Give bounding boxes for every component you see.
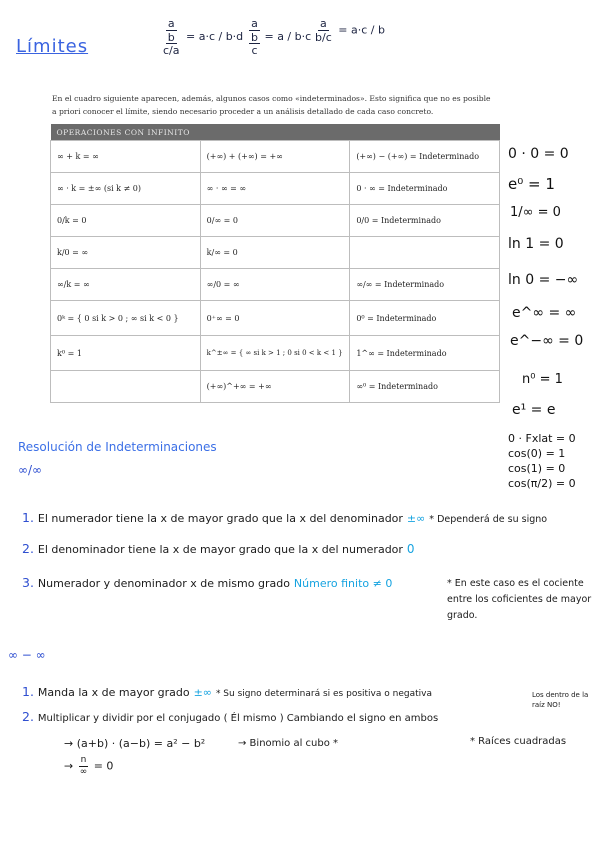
table-cell — [51, 371, 201, 403]
rule-text: El numerador tiene la x de mayor grado que la x del denominador — [37, 512, 403, 525]
f1-rhs: = a·c / b·d — [186, 30, 244, 43]
table-cell: ∞/0 = ∞ — [200, 269, 350, 301]
conjugate-identity: → (a+b) · (a−b) = a² − b² — [64, 737, 206, 750]
side-note: 1/∞ = 0 — [510, 205, 561, 220]
rule-note: * Dependerá de su signo — [429, 514, 548, 525]
side-note: e¹ = e — [512, 402, 556, 418]
table-cell: ∞ · k = ±∞ (si k ≠ 0) — [51, 173, 201, 205]
rule-number: 1. — [22, 510, 34, 525]
infinity-over-infinity-symbol: ∞/∞ — [18, 463, 43, 477]
table-cell: 0⁺∞ = 0 — [200, 301, 350, 336]
page-title: Límites — [16, 36, 89, 57]
table-cell: (+∞) + (+∞) = +∞ — [200, 141, 350, 173]
table-cell: ∞/∞ = Indeterminado — [350, 269, 500, 301]
side-note: n⁰ = 1 — [522, 372, 563, 387]
table-cell: 0/k = 0 — [51, 205, 201, 237]
f2-mid: b — [251, 31, 258, 44]
table-row — [51, 141, 500, 173]
rule-number: 2. — [22, 709, 34, 724]
side-note: ln 1 = 0 — [508, 236, 564, 252]
rule-item — [22, 575, 392, 590]
intro-paragraph: En el cuadro siguiente aparecen, además, algunos casos como «indeterminados». Esto significa que no es posible a priori conocer el límite, siendo necesario proceder a un análisis detallado de cada caso concreto. — [52, 94, 491, 116]
side-note: cos(0) = 1 — [508, 447, 566, 460]
n-den: ∞ — [79, 767, 88, 777]
table-header: OPERACIONES CON INFINITO — [51, 124, 500, 141]
rule-result: ±∞ — [406, 512, 426, 525]
table-cell: k/∞ = 0 — [200, 237, 350, 269]
rule-item — [22, 709, 438, 724]
n-over-infinity — [64, 756, 113, 777]
side-note: e^−∞ = 0 — [510, 333, 584, 349]
infinity-operations-table — [50, 124, 500, 403]
table-cell: k/0 = ∞ — [51, 237, 201, 269]
f2-num: a — [251, 17, 258, 30]
rule-item — [22, 541, 415, 556]
f1-num: a — [167, 17, 175, 30]
side-note: cos(1) = 0 — [508, 462, 566, 475]
table-row — [51, 269, 500, 301]
f1-mid: b — [167, 31, 175, 44]
table-cell: ∞⁰ = Indeterminado — [350, 371, 500, 403]
table-cell: ∞/k = ∞ — [51, 269, 201, 301]
side-note: 0 · 0 = 0 — [508, 146, 569, 162]
rule-result: Número finito ≠ 0 — [293, 577, 393, 590]
rule-number: 3. — [22, 575, 34, 590]
table-cell — [350, 237, 500, 269]
rule-item — [22, 510, 547, 525]
side-note: ln 0 = −∞ — [508, 272, 579, 288]
table-row — [51, 336, 500, 371]
table-cell: k⁰ = 1 — [51, 336, 201, 371]
table-cell: 0/∞ = 0 — [200, 205, 350, 237]
table-row — [51, 371, 500, 403]
square-roots-note: * Raíces cuadradas — [470, 736, 567, 747]
binomial-note: → Binomio al cubo * — [238, 738, 339, 749]
fraction-rule-1 — [160, 18, 243, 56]
f2-den: c — [251, 44, 258, 57]
table-row — [51, 237, 500, 269]
side-note: cos(π/2) = 0 — [508, 477, 576, 490]
table-cell: 0⁰ = Indeterminado — [350, 301, 500, 336]
f2-rhs: = a / b·c — [264, 30, 312, 43]
table-cell: 0ᵏ = { 0 si k > 0 ; ∞ si k < 0 } — [51, 301, 201, 336]
infinity-minus-infinity-symbol: ∞ − ∞ — [8, 648, 46, 662]
f3-num: a — [320, 17, 327, 30]
rule-note: * En este caso es el cociente entre los coficientes de mayor grado. — [447, 578, 592, 621]
fraction-rule-3 — [312, 18, 385, 43]
rule-text: Manda la x de mayor grado — [37, 686, 190, 699]
table-cell: 0 · ∞ = Indeterminado — [350, 173, 500, 205]
f3-den: b/c — [315, 31, 332, 44]
table-cell: k^±∞ = { ∞ si k > 1 ; 0 si 0 < k < 1 } — [200, 336, 350, 371]
f1-den: c/a — [163, 44, 180, 57]
rule-note: * Su signo determinará si es positiva o negativa — [215, 689, 432, 699]
table-row — [51, 301, 500, 336]
table-row — [51, 173, 500, 205]
rule-note: Los dentro de la raíz NO! — [532, 691, 589, 709]
side-note: e^∞ = ∞ — [512, 305, 577, 321]
table-cell: ∞ · ∞ = ∞ — [200, 173, 350, 205]
table-cell: 0/0 = Indeterminado — [350, 205, 500, 237]
arrow: → — [64, 759, 74, 773]
rule-text: Multiplicar y dividir por el conjugado ( Él mismo ) Cambiando el signo en ambos — [37, 713, 439, 724]
rule-item — [22, 684, 432, 699]
rule-text: Numerador y denominador x de mismo grado — [37, 577, 290, 590]
n-num: n — [80, 755, 87, 765]
table-cell: 1^∞ = Indeterminado — [350, 336, 500, 371]
f3-rhs: = a·c / b — [338, 23, 385, 37]
rule-text: El denominador tiene la x de mayor grado que la x del numerador — [37, 543, 403, 556]
rule-number: 2. — [22, 541, 34, 556]
rule-result: 0 — [406, 542, 415, 556]
fraction-rule-2 — [248, 18, 311, 56]
table-row — [51, 205, 500, 237]
rule-number: 1. — [22, 684, 34, 699]
table-cell: (+∞)^+∞ = +∞ — [200, 371, 350, 403]
table-cell: ∞ + k = ∞ — [51, 141, 201, 173]
section-heading: Resolución de Indeterminaciones — [18, 440, 217, 454]
rule-result: ±∞ — [193, 686, 212, 699]
table-cell: (+∞) − (+∞) = Indeterminado — [350, 141, 500, 173]
side-note: 0 · Fxlat = 0 — [508, 432, 576, 445]
side-note: e⁰ = 1 — [508, 175, 555, 193]
n-rhs: = 0 — [93, 759, 114, 773]
